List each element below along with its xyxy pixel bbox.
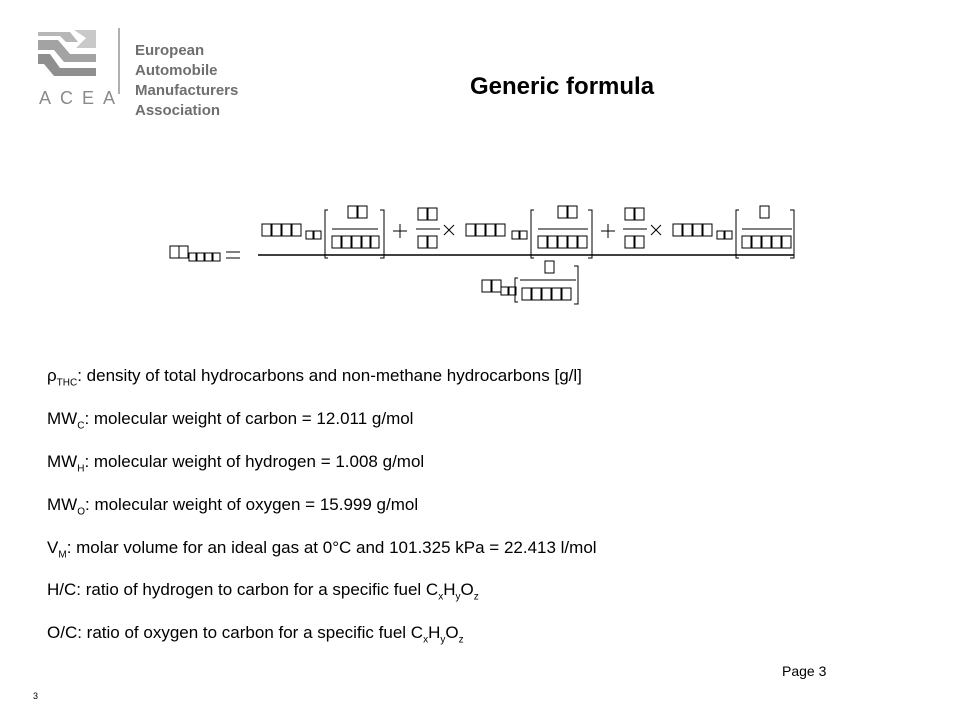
- subscript: z: [473, 591, 479, 603]
- slide-number: 3: [33, 691, 39, 701]
- symbol: V: [47, 537, 59, 557]
- definition-density: [47, 358, 597, 401]
- definition-molar-volume: [47, 530, 597, 573]
- subscript: y: [455, 591, 461, 603]
- symbol: O: [460, 580, 474, 600]
- symbol: ρ: [47, 366, 57, 385]
- definition-text: : density of total hydrocarbons and non-methane hydrocarbons [g/l]: [77, 366, 582, 385]
- logo-mark-icon: [30, 24, 130, 94]
- definition-hc-ratio: [47, 572, 597, 615]
- page-label: Page 3: [782, 663, 827, 679]
- generic-formula-image: [160, 196, 810, 311]
- subscript: x: [423, 634, 429, 646]
- definition-text: : molecular weight of carbon = 12.011 g/mol: [84, 408, 414, 428]
- definition-mw-carbon: [47, 401, 597, 444]
- definition-oc-ratio: [47, 615, 597, 658]
- subscript: C: [77, 420, 85, 432]
- symbol: MW: [47, 494, 78, 514]
- definition-text: : molecular weight of oxygen = 15.999 g/mol: [85, 494, 419, 514]
- symbol: O: [445, 623, 459, 643]
- symbol: H: [443, 580, 456, 600]
- symbol: MW: [47, 408, 78, 428]
- symbol: MW: [47, 451, 78, 471]
- definition-mw-oxygen: [47, 487, 597, 530]
- definition-text: : molecular weight of hydrogen = 1.008 g/mol: [84, 451, 425, 471]
- logo-acronym: ACEA: [39, 88, 125, 108]
- subscript: H: [77, 463, 85, 475]
- logo-line: Manufacturers: [135, 82, 239, 99]
- definition-text: H/C: ratio of hydrogen to carbon for a specific fuel C: [47, 580, 439, 600]
- subscript: x: [438, 591, 444, 603]
- logo-line: European: [135, 42, 205, 59]
- subscript: O: [77, 506, 85, 518]
- subscript: THC: [56, 377, 78, 389]
- slide-title: Generic formula: [470, 73, 655, 100]
- definition-mw-hydrogen: [47, 444, 597, 487]
- definition-text: O/C: ratio of oxygen to carbon for a specific fuel C: [47, 623, 424, 643]
- subscript: y: [440, 634, 446, 646]
- logo-line: Automobile: [135, 62, 218, 79]
- symbol: H: [428, 623, 441, 643]
- logo-line: Association: [135, 102, 221, 119]
- subscript: z: [458, 634, 464, 646]
- logo-wordmark: [135, 41, 238, 121]
- subscript: M: [58, 548, 67, 560]
- definitions-list: [47, 358, 597, 658]
- definition-text: : molar volume for an ideal gas at 0°C and 101.325 kPa = 22.413 l/mol: [66, 537, 597, 557]
